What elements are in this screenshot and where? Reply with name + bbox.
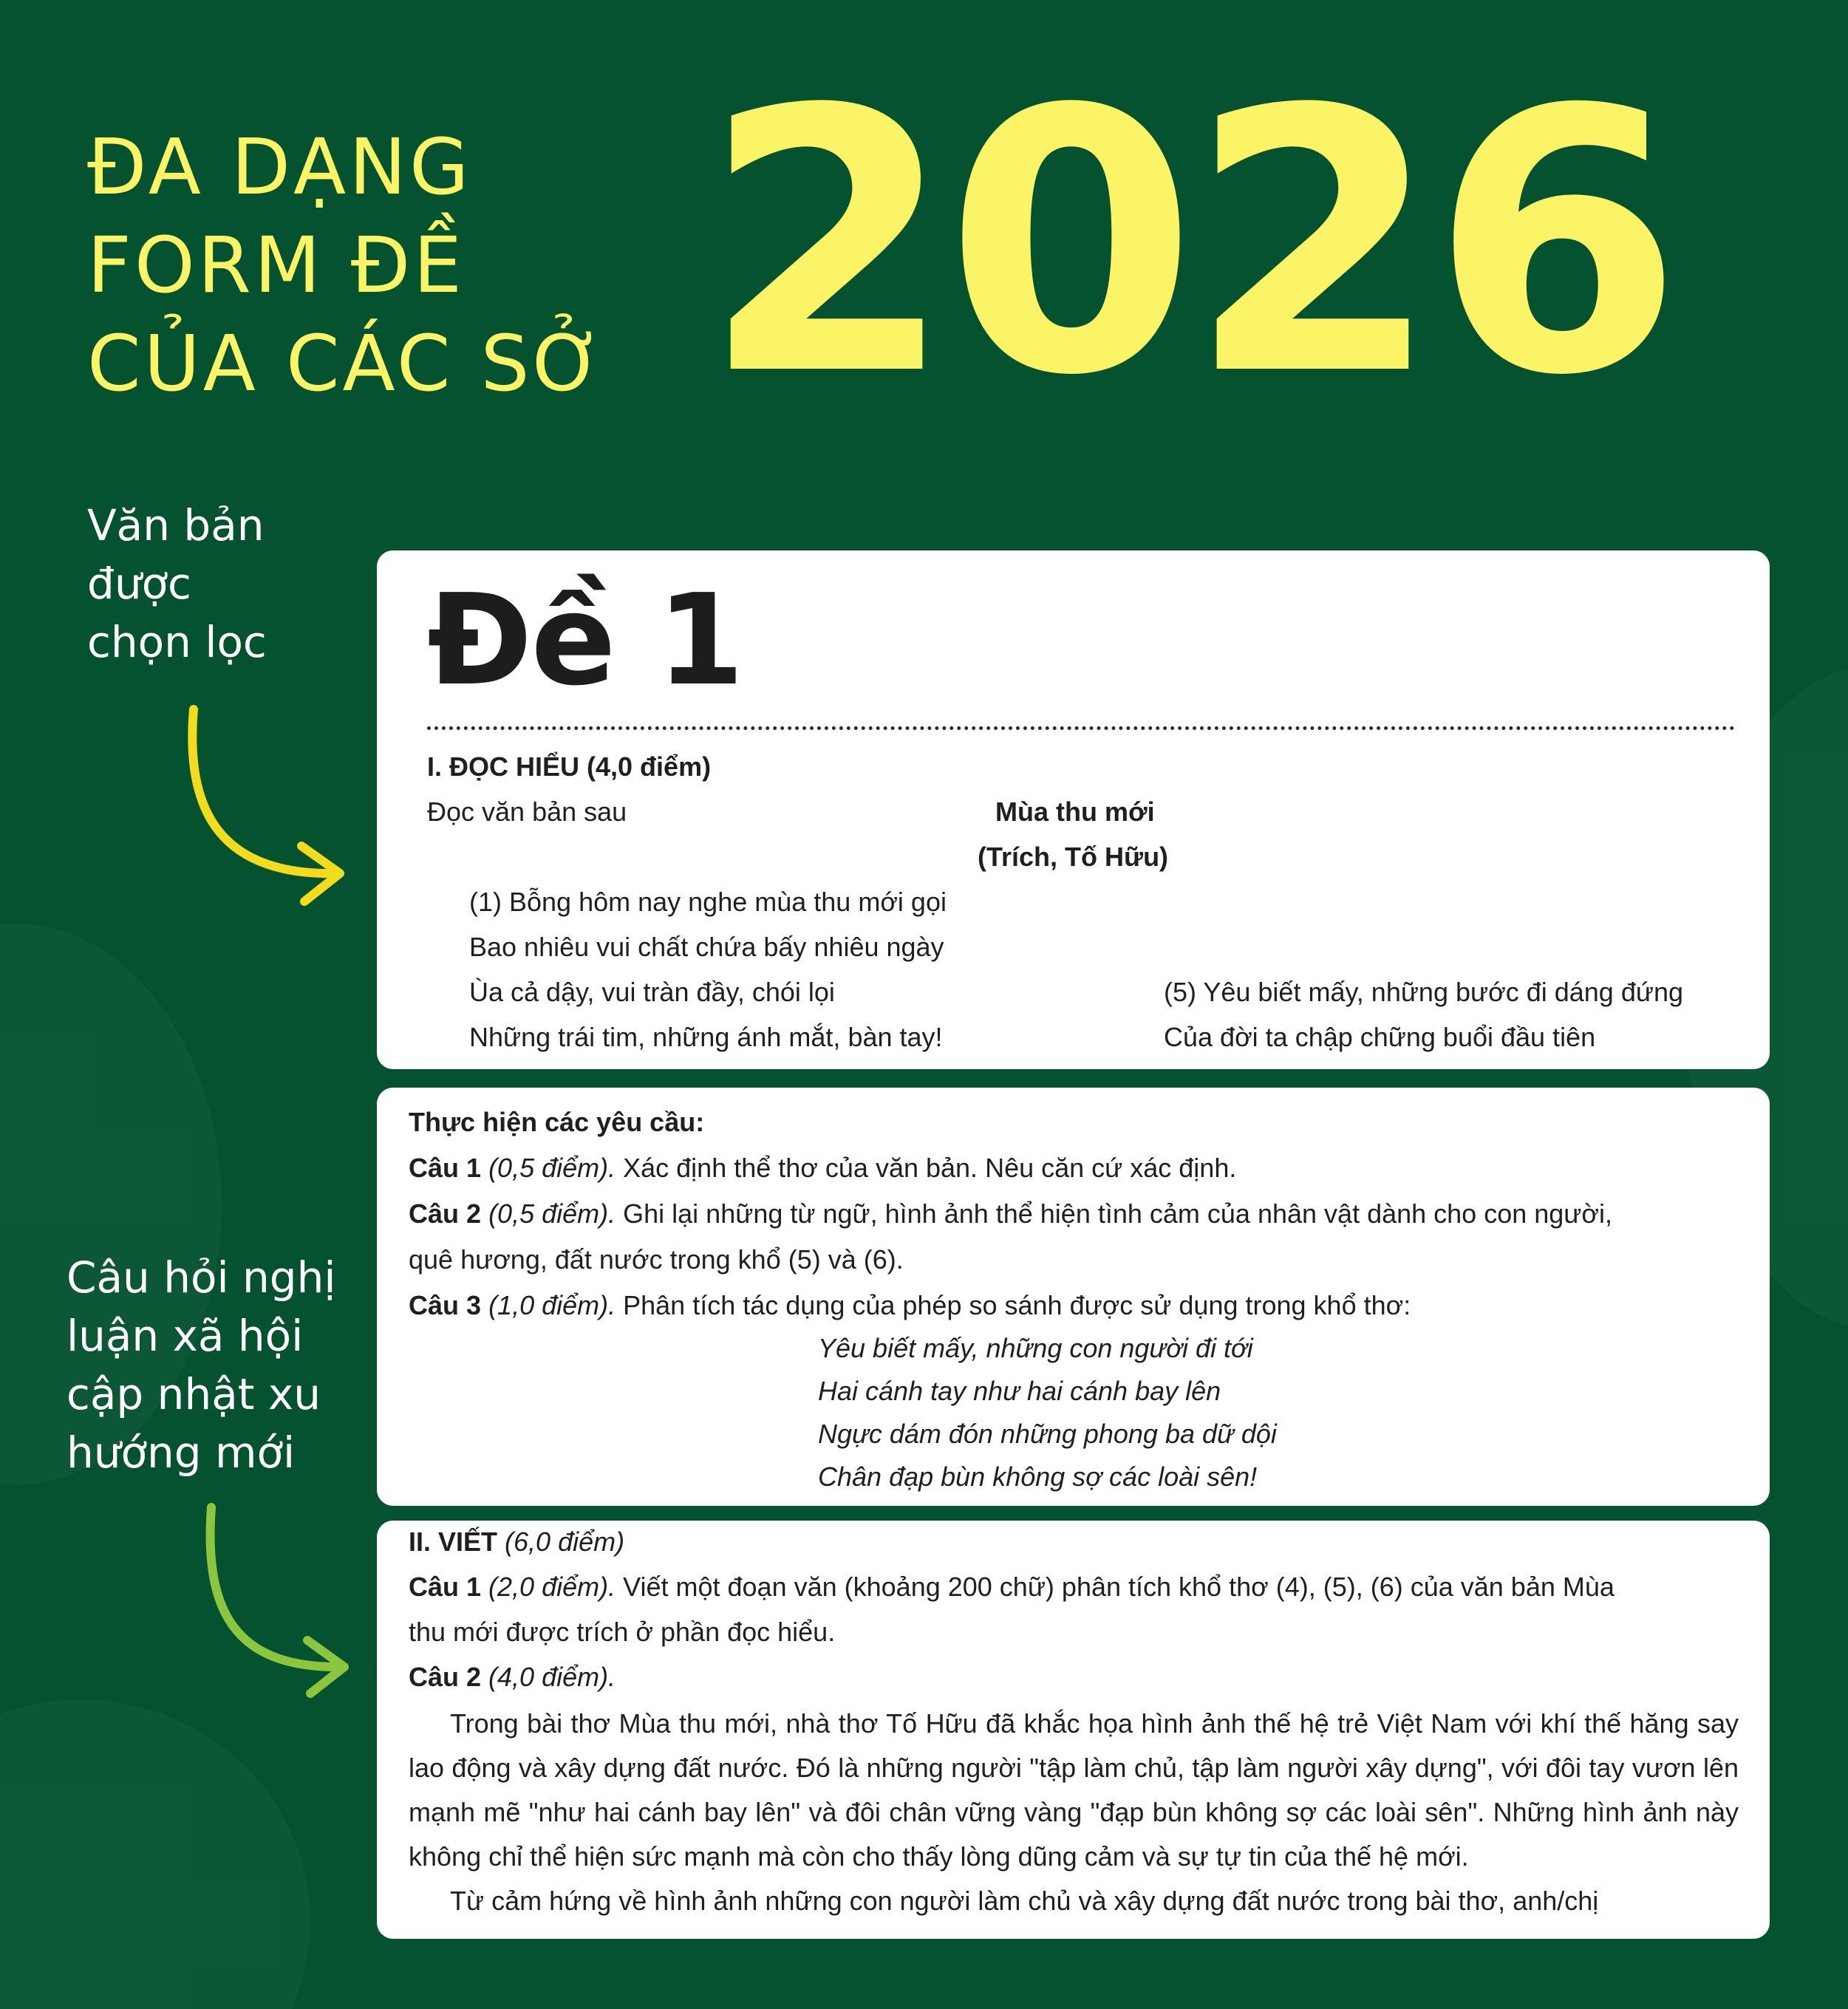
side-note-line: Văn bản — [87, 500, 265, 550]
quoted-poem-line: Ngực dám đón những phong ba dữ dội — [818, 1419, 1277, 1449]
side-note-line: hướng mới — [67, 1428, 296, 1478]
questions-heading: Thực hiện các yêu cầu: — [409, 1107, 705, 1137]
writing-question-1 — [409, 1570, 1615, 1604]
side-note-line: chọn lọc — [87, 617, 267, 667]
headline-line-3: CỦA CÁC SỞ — [87, 318, 606, 409]
question-text: Phân tích tác dụng của phép so sánh được sử dụng trong khổ thơ: — [616, 1290, 1411, 1320]
question-points: (0,5 điểm). — [488, 1153, 616, 1183]
question-points: (1,0 điểm). — [488, 1290, 616, 1320]
headline — [87, 118, 752, 413]
curved-arrow-icon — [177, 702, 355, 924]
side-note-selected-texts — [87, 497, 267, 672]
side-note-line: cập nhật xu — [67, 1369, 321, 1419]
exam-card-reading — [377, 550, 1770, 1069]
question-text: Xác định thể thơ của văn bản. Nêu căn cứ xác định. — [616, 1153, 1237, 1183]
exam-card-questions — [377, 1088, 1770, 1506]
question-label: Câu 1 — [409, 1572, 482, 1602]
poem-line: Bao nhiêu vui chất chứa bấy nhiêu ngày — [469, 932, 944, 962]
side-note-line: luận xã hội — [67, 1311, 304, 1361]
writing-question-2 — [409, 1660, 616, 1694]
passage-paragraph: Từ cảm hứng về hình ảnh những con người làm chủ và xây dựng đất nước trong bài thơ, anh/chị — [450, 1886, 1599, 1916]
question-1 — [409, 1151, 1236, 1185]
question-3 — [409, 1289, 1411, 1323]
question-points: (2,0 điểm). — [481, 1572, 616, 1602]
section-label: II. VIẾT — [409, 1527, 498, 1557]
curved-arrow-icon — [194, 1500, 356, 1714]
poem-title: Mùa thu mới — [995, 797, 1155, 827]
side-note-line: Câu hỏi nghị — [67, 1252, 336, 1303]
exam-title: Đề 1 — [427, 567, 743, 714]
question-label: Câu 2 — [409, 1662, 482, 1692]
exam-card-writing — [377, 1521, 1770, 1939]
section-heading: I. ĐỌC HIỂU (4,0 điểm) — [427, 751, 712, 782]
question-2-continued: quê hương, đất nước trong khổ (5) và (6). — [409, 1244, 904, 1275]
question-points: (0,5 điểm). — [488, 1198, 616, 1229]
year-title: 2026 — [702, 33, 1674, 454]
poem-source: (Trích, Tố Hữu) — [978, 842, 1169, 872]
writing-passage — [409, 1702, 1739, 1923]
headline-line-1: ĐA DẠNG — [87, 122, 472, 212]
poem-line: Của đời ta chập chững buổi đầu tiên — [1164, 1022, 1596, 1052]
poem-line: Những trái tim, những ánh mắt, bàn tay! — [469, 1022, 943, 1052]
poem-line: Ùa cả dậy, vui tràn đầy, chói lọi — [469, 977, 835, 1007]
dotted-divider — [427, 726, 1735, 730]
question-text: Viết một đoạn văn (khoảng 200 chữ) phân tích khổ thơ (4), (5), (6) của văn bản Mùa — [616, 1572, 1615, 1602]
quoted-poem-line: Hai cánh tay như hai cánh bay lên — [818, 1376, 1221, 1406]
quoted-poem-line: Yêu biết mấy, những con người đi tới — [818, 1333, 1253, 1363]
writing-section-heading — [409, 1525, 624, 1559]
question-label: Câu 2 — [409, 1198, 482, 1229]
side-note-line: được — [87, 559, 191, 609]
question-text: Ghi lại những từ ngữ, hình ảnh thể hiện tình cảm của nhân vật dành cho con người, — [616, 1198, 1612, 1229]
question-label: Câu 1 — [409, 1153, 482, 1183]
instruction-text: Đọc văn bản sau — [427, 797, 627, 827]
writing-question-1-continued: thu mới được trích ở phần đọc hiểu. — [409, 1617, 836, 1647]
poem-line: (5) Yêu biết mấy, những bước đi dáng đứng — [1164, 977, 1683, 1007]
quoted-poem-line: Chân đạp bùn không sợ các loài sên! — [818, 1461, 1258, 1492]
poem-line: (1) Bỗng hôm nay nghe mùa thu mới gọi — [469, 887, 947, 917]
passage-paragraph: Trong bài thơ Mùa thu mới, nhà thơ Tố Hữu đã khắc họa hình ảnh thế hệ trẻ Việt Nam với khí thế hăng say lao động và xây dựng đất nước. Đó là những người "tập làm chủ, tập làm người xây dựng", với đôi tay vươn lên mạnh mẽ "như hai cánh bay lên" và đôi chân vững vàng "đạp bùn không sợ các loài sên". Những hình ảnh này không chỉ thể hiện sức mạnh mà còn cho thấy lòng dũng cảm và sự tự tin của thế hệ mới. — [409, 1708, 1739, 1872]
background-decoration — [0, 1699, 310, 2009]
question-points: (4,0 điểm). — [481, 1662, 616, 1692]
section-points: (6,0 điểm) — [497, 1527, 625, 1557]
side-note-social-questions — [67, 1249, 335, 1482]
question-label: Câu 3 — [409, 1290, 482, 1320]
headline-line-2: FORM ĐỀ — [87, 220, 466, 310]
question-2 — [409, 1197, 1612, 1231]
